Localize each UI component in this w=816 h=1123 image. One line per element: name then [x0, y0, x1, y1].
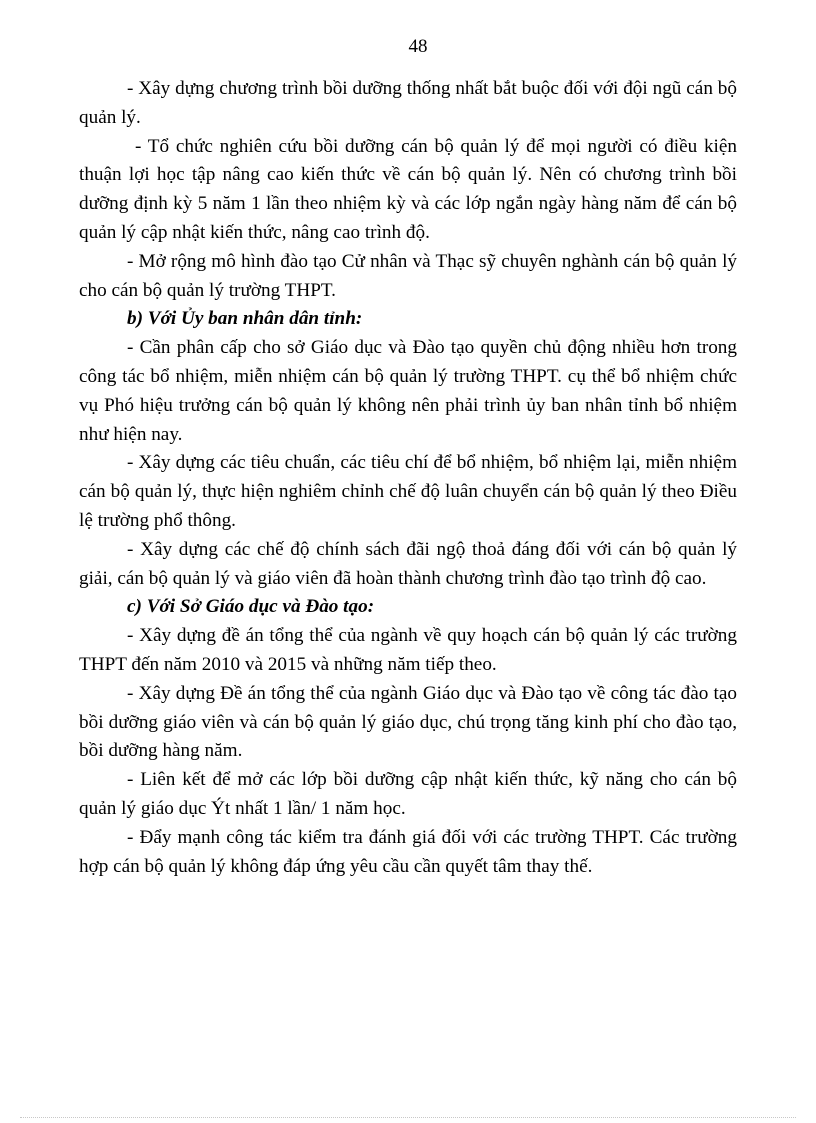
paragraph-appointment-criteria: - Xây dựng các tiêu chuẩn, các tiêu chí để bổ nhiệm, bổ nhiệm lại, miễn nhiệm cán bộ quản lý, thực hiện nghiêm chỉnh chế độ luân chuyển cán bộ quản lý theo Điều lệ trường phổ thông.	[79, 452, 737, 531]
document-body	[79, 75, 737, 881]
paragraph-research-training: - Tổ chức nghiên cứu bồi dưỡng cán bộ quản lý để mọi người có điều kiện thuận lợi học tập nâng cao kiến thức về cán bộ quản lý. Nên có chương trình bồi dưỡng định kỳ 5 năm 1 lần theo nhiệm kỳ và các lớp ngắn ngày hàng năm để cán bộ quản lý cập nhật kiến thức, nâng cao trình độ.	[79, 135, 737, 243]
paragraph-teacher-training-project: - Xây dựng Đề án tổng thể của ngành Giáo dục và Đào tạo về công tác đào tạo bồi dưỡng giáo viên và cán bộ quản lý giáo dục, chú trọng tăng kinh phí cho đào tạo, bồi dưỡng hàng năm.	[79, 682, 737, 762]
section-heading-education-department: c) Với Sở Giáo dục và Đào tạo:	[127, 596, 375, 618]
paragraph-degree-programs: - Mở rộng mô hình đào tạo Cử nhân và Thạc sỹ chuyên nghành cán bộ quản lý cho cán bộ quản lý trường THPT.	[79, 250, 737, 301]
paragraph-incentive-policies: - Xây dựng các chế độ chính sách đãi ngộ thoả đáng đối với cán bộ quản lý giải, cán bộ quản lý và giáo viên đã hoàn thành chương trình đào tạo trình độ cao.	[79, 538, 737, 589]
page-number: 48	[408, 36, 428, 57]
paragraph-master-plan: - Xây dựng đề án tổng thể của ngành về quy hoạch cán bộ quản lý các trường THPT đến năm 2010 và 2015 và những năm tiếp theo.	[79, 625, 737, 675]
page-bottom-divider	[20, 1117, 796, 1118]
section-heading-provincial-committee: b) Với Ủy ban nhân dân tỉnh:	[127, 308, 363, 330]
paragraph-inspection: - Đẩy mạnh công tác kiểm tra đánh giá đối với các trường THPT. Các trường hợp cán bộ quản lý không đáp ứng yêu cầu cần quyết tâm thay thế.	[79, 826, 737, 877]
paragraph-training-program: - Xây dựng chương trình bồi dưỡng thống nhất bắt buộc đối với đội ngũ cán bộ quản lý.	[79, 78, 737, 128]
paragraph-delegation: - Cần phân cấp cho sở Giáo dục và Đào tạo quyền chủ động nhiều hơn trong công tác bổ nhiệm, miễn nhiệm cán bộ quản lý trường THPT. cụ thể bổ nhiệm chức vụ Phó hiệu trưởng cán bộ quản lý không nên phải trình ủy ban nhân tỉnh bổ nhiệm như hiện nay.	[79, 337, 737, 445]
paragraph-refresher-courses: - Liên kết để mở các lớp bồi dưỡng cập nhật kiến thức, kỹ năng cho cán bộ quản lý giáo dục Ýt nhất 1 lần/ 1 năm học.	[79, 769, 737, 819]
